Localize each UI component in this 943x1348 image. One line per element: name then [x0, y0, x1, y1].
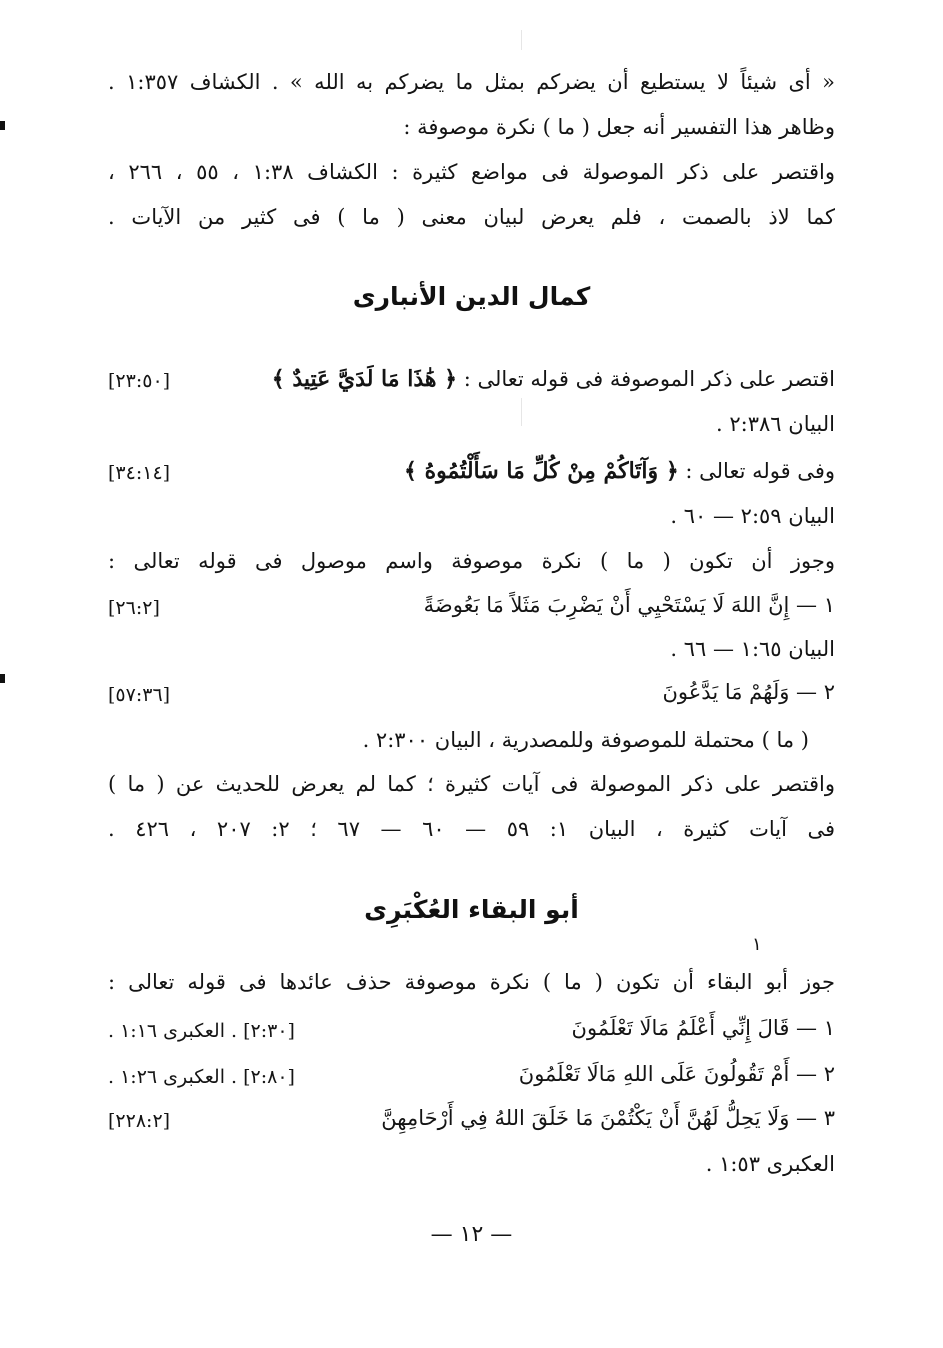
body-text-line: جوز أبو البقاء أن تكون ( ما ) نكرة موصوفة حذف عائدها فى قوله تعالى : [108, 970, 835, 994]
body-text-line: العكبرى ١:٥٣ . [705, 1152, 835, 1176]
body-text: اقتصر على ذكر الموصوفة فى قوله تعالى : [463, 367, 835, 391]
scan-crease-mark [521, 30, 522, 50]
body-text-line: البيان ٢:٥٩ — ٦٠ . [670, 504, 835, 528]
section-heading-ukbari: أبو البقاء العُكْبَرِى [364, 895, 579, 924]
quran-verse-line: ١ — إِنَّ اللهَ لَا يَسْتَحْيِي أَنْ يَضْرِبَ مَثَلاً مَا بَعُوضَةً [423, 593, 835, 617]
body-text-line: البيان ١:٦٥ — ٦٦ . [670, 637, 835, 661]
verse-reference: [٢٣:٥٠] [108, 370, 171, 392]
body-text-line: كما لاذ بالصمت ، فلم يعرض لبيان معنى ( ما ) فى كثير من الآيات . [108, 205, 835, 229]
body-text-line: ( ما ) محتملة للموصوفة وللمصدرية ، البيان ٢:٣٠٠ . [362, 728, 809, 752]
page-number: — ١٢ — [430, 1222, 513, 1247]
body-text-line: « أى شيئاً لا يستطيع أن يضركم بمثل ما يضركم به الله » . الكشاف ١:٣٥٧ . [108, 70, 835, 94]
scan-edge-mark [0, 121, 5, 130]
quran-verse: ﴿ وَآتَاكُمْ مِنْ كُلِّ مَا سَأَلْتُمُوهُ ﴾ [404, 458, 679, 484]
body-text-line: واقتصر على ذكر الموصولة فى مواضع كثيرة : الكشاف ١:٣٨ ، ٥٥ ، ٢٦٦ ، [108, 160, 835, 184]
scan-edge-mark [0, 674, 5, 683]
quran-verse-line: ٣ — وَلَا يَحِلُّ لَهُنَّ أَنْ يَكْتُمْنَ مَا خَلَقَ اللهُ فِي أَرْحَامِهِنَّ [381, 1106, 835, 1130]
quran-verse-line: ٢ — أَمْ تَقُولُونَ عَلَى اللهِ مَالَا تَعْلَمُونَ [518, 1062, 835, 1086]
body-text-line: واقتصر على ذكر الموصولة فى آيات كثيرة ؛ كما لم يعرض للحديث عن ( ما ) [108, 772, 836, 796]
verse-reference: [٢٦:٢] [108, 597, 160, 619]
body-text-line: البيان ٢:٣٨٦ . [716, 412, 835, 436]
verse-reference: [٥٧:٣٦] [108, 684, 171, 706]
verse-reference: [٢:٨٠] . العكبرى ١:٢٦ . [108, 1066, 295, 1088]
footnote-marker: ١ [752, 934, 762, 955]
quran-verse-line: ٢ — وَلَهُمْ مَا يَدَّعُونَ [662, 680, 835, 704]
quran-verse-line: ١ — قَالَ إِنِّي أَعْلَمُ مَالَا تَعْلَمُونَ [571, 1016, 835, 1040]
body-text-line [404, 458, 835, 484]
verse-reference: [٢٢٨:٢] [108, 1110, 171, 1132]
quran-verse: ﴿ هَٰذَا مَا لَدَيَّ عَتِيدٌ ﴾ [271, 366, 458, 392]
body-text-line: فى آيات كثيرة ، البيان ١: ٥٩ — ٦٠ — ٦٧ ؛ ٢: ٢٠٧ ، ٤٢٦ . [108, 817, 835, 841]
body-text-line: وظاهر هذا التفسير أنه جعل ( ما ) نكرة موصوفة : [403, 115, 835, 139]
body-text: وفى قوله تعالى : [685, 459, 835, 483]
body-text-line [272, 366, 835, 392]
section-heading-anbari: كمال الدين الأنبارى [352, 282, 591, 311]
scan-crease-mark [521, 398, 522, 426]
body-text-line: وجوز أن تكون ( ما ) نكرة موصوفة واسم موصول فى قوله تعالى : [108, 549, 835, 573]
verse-reference: [٢:٣٠] . العكبرى ١:١٦ . [108, 1020, 295, 1042]
verse-reference: [٣٤:١٤] [108, 462, 171, 484]
